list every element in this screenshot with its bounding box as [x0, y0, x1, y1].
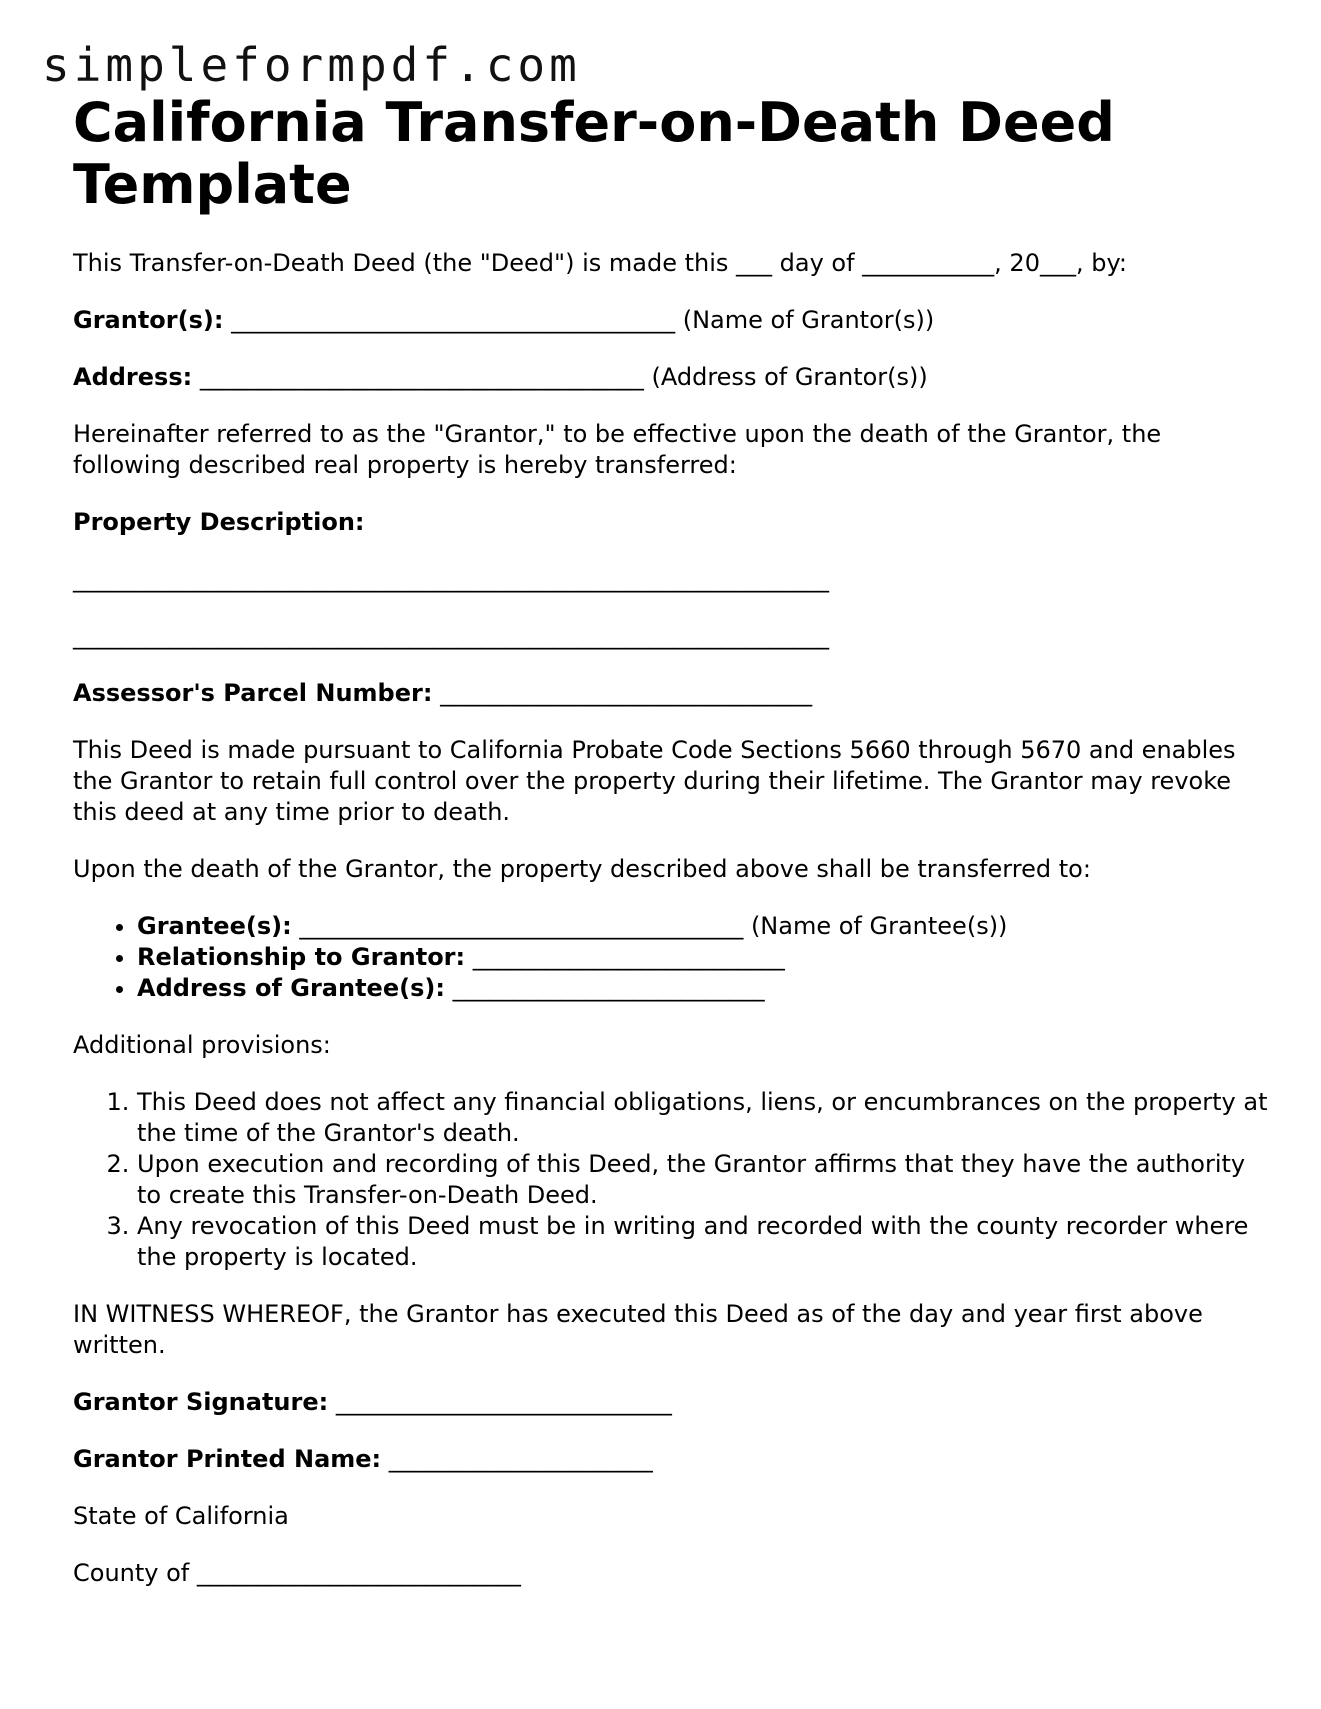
provision-item: 2. Upon execution and recording of this Deed, the Grantor affirms that they have the authority to create this Transfer-on-Death Deed.: [137, 1149, 1273, 1211]
provision-item: 3. Any revocation of this Deed must be in writing and recorded with the county recorder where the property is located.: [137, 1211, 1273, 1273]
signature-blank[interactable]: ____________________________: [335, 1388, 672, 1416]
grantee-address-item: [137, 973, 1273, 1004]
property-description-label: Property Description:: [73, 508, 365, 536]
page-title: California Transfer-on-Death Deed Template: [73, 91, 1115, 216]
address-label: Address:: [73, 363, 193, 391]
grantee-name-label: Grantee(s):: [137, 912, 292, 940]
provision-item: 1. This Deed does not affect any financial obligations, liens, or encumbrances on the property at the time of the Grantor's death.: [137, 1087, 1273, 1149]
property-description-line-2[interactable]: _______________________________________________________________: [73, 622, 829, 650]
additional-provisions-label: Additional provisions:: [73, 1031, 331, 1059]
county-label: County of: [73, 1559, 190, 1587]
address-field: [73, 362, 1273, 393]
document-page: [73, 92, 1273, 1615]
grantor-field: [73, 305, 1273, 336]
relationship-blank[interactable]: __________________________: [472, 943, 785, 971]
relationship-label: Relationship to Grantor:: [137, 943, 466, 971]
relationship-item: [137, 942, 1273, 973]
property-description-line-1[interactable]: _______________________________________________________________: [73, 565, 829, 593]
printed-name-blank[interactable]: ______________________: [388, 1445, 653, 1473]
grantor-hint: (Name of Grantor(s)): [682, 306, 935, 334]
upon-death-paragraph: Upon the death of the Grantor, the property described above shall be transferred to:: [73, 855, 1091, 883]
watermark: simpleformpdf.com: [42, 38, 581, 92]
signature-field: [73, 1387, 1273, 1418]
grantee-name-hint: (Name of Grantee(s)): [743, 912, 1008, 940]
grantee-name-item: [137, 911, 1273, 942]
county-blank[interactable]: ___________________________: [196, 1559, 521, 1587]
address-blank[interactable]: _____________________________________: [199, 363, 644, 391]
grantee-name-blank[interactable]: _____________________________________: [299, 912, 744, 940]
signature-label: Grantor Signature:: [73, 1388, 329, 1416]
parcel-number-blank[interactable]: _______________________________: [440, 679, 813, 707]
provisions-list: [73, 1087, 1273, 1273]
parcel-number-label: Assessor's Parcel Number:: [73, 679, 433, 707]
parcel-number-field: [73, 678, 1273, 709]
county-field: [73, 1558, 1273, 1589]
printed-name-field: [73, 1444, 1273, 1475]
pursuant-paragraph: This Deed is made pursuant to California Probate Code Sections 5660 through 5670 and enables the Grantor to retain full control over the property during their lifetime. The Grantor may revoke this deed at any time prior to death.: [73, 736, 1236, 826]
witness-paragraph: IN WITNESS WHEREOF, the Grantor has executed this Deed as of the day and year first above written.: [73, 1300, 1203, 1359]
state-line: State of California: [73, 1502, 289, 1530]
grantee-list: [73, 911, 1273, 1004]
grantee-address-label: Address of Grantee(s):: [137, 974, 445, 1002]
grantor-label: Grantor(s):: [73, 306, 224, 334]
printed-name-label: Grantor Printed Name:: [73, 1445, 382, 1473]
intro-line: This Transfer-on-Death Deed (the "Deed") is made this ___ day of ___________, 20___, by:: [73, 249, 1128, 277]
grantee-address-blank[interactable]: __________________________: [452, 974, 765, 1002]
address-hint: (Address of Grantor(s)): [651, 363, 928, 391]
hereinafter-paragraph: Hereinafter referred to as the "Grantor," to be effective upon the death of the Grantor, the following described real property is hereby transferred:: [73, 420, 1162, 479]
grantor-blank[interactable]: _____________________________________: [231, 306, 676, 334]
